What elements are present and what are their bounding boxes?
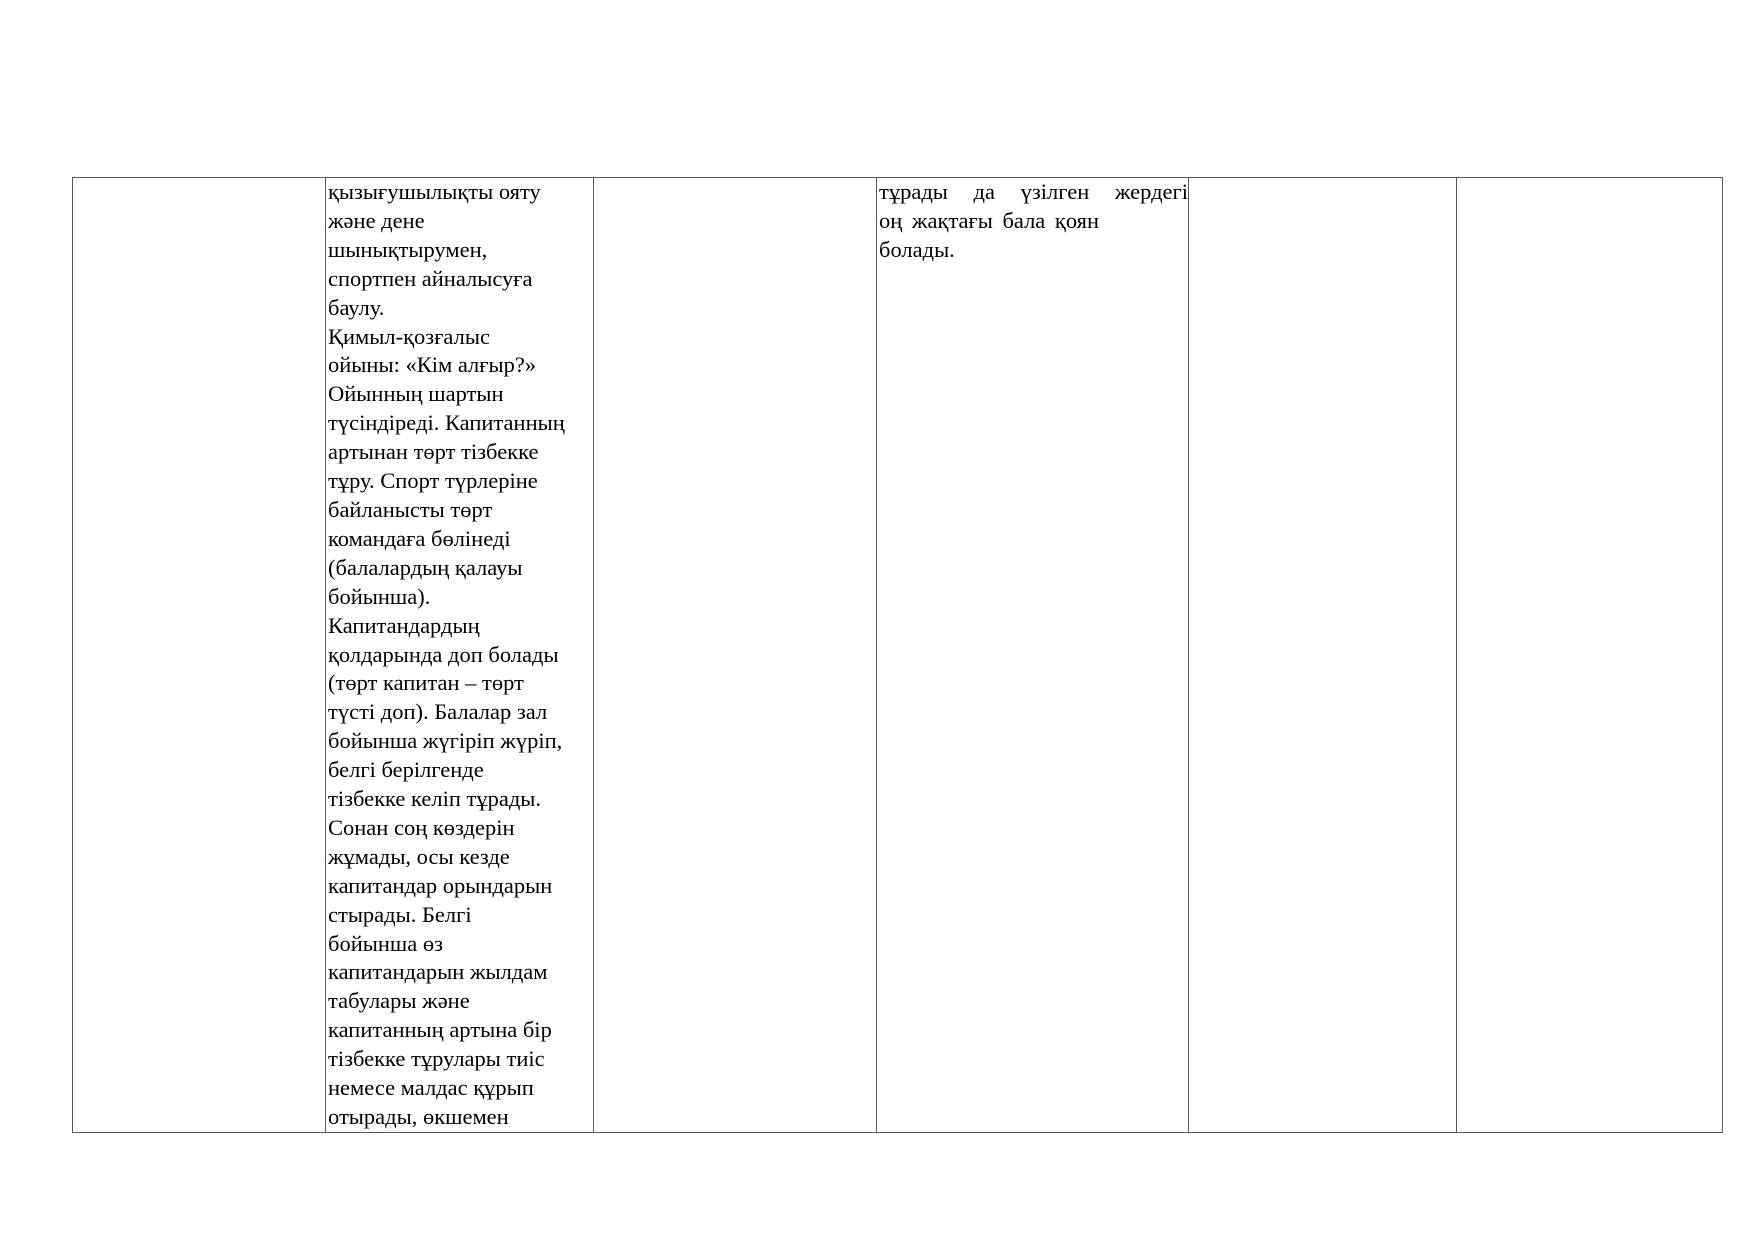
text-line: бойынша өз — [328, 930, 443, 956]
text-line: түсіндіреді. Капитанның — [328, 410, 565, 436]
text-line: тұру. Спорт түрлеріне — [328, 468, 538, 494]
text-line: Ойынның шартын — [328, 381, 504, 407]
text-line: жұмады, осы кезде — [328, 843, 510, 869]
cell-text-col4 — [879, 178, 1188, 265]
text-line: (балалардың қалауы — [328, 554, 523, 580]
text-line: командаға бөлінеді — [328, 525, 511, 551]
table-cell-col5 — [1189, 178, 1457, 1133]
text-line: бойынша). — [328, 583, 431, 609]
text-line: стырады. Белгі — [328, 901, 472, 927]
text-line: (төрт капитан – төрт — [328, 670, 524, 696]
lesson-plan-table — [72, 177, 1723, 1133]
table-cell-col6 — [1457, 178, 1723, 1133]
text-line: Сонан соң көздерін — [328, 814, 515, 840]
text-line: спортпен айналысуға — [328, 265, 533, 291]
text-line: капитандарын жылдам — [328, 959, 548, 985]
text-line: болады. — [879, 236, 955, 262]
text-line: отырады, өкшемен — [328, 1104, 509, 1129]
table-cell-col3 — [594, 178, 877, 1133]
cell-text-col2 — [328, 178, 593, 1132]
text-line: бойынша жүгіріп жүріп, — [328, 728, 563, 754]
text-line: тізбекке келіп тұрады. — [328, 786, 542, 812]
text-line: қызығушылықты ояту — [328, 179, 541, 204]
text-line: баулу. — [328, 294, 385, 320]
text-line: артынан төрт тізбекке — [328, 439, 539, 465]
text-line: тұрады да үзілген жердегі — [879, 179, 1188, 204]
text-line: оң жақтағы бала қоян — [879, 207, 1100, 233]
table-cell-col4 — [877, 178, 1189, 1133]
text-line: ойыны: «Кім алғыр?» — [328, 352, 537, 378]
text-line: немесе малдас құрып — [328, 1075, 534, 1101]
text-line: капитандар орындарын — [328, 872, 553, 898]
text-line: шынықтырумен, — [328, 236, 488, 262]
text-line: және дене — [328, 207, 425, 233]
table-row — [73, 178, 1723, 1133]
text-line: түсті доп). Балалар зал — [328, 699, 548, 725]
text-line: Капитандардың — [328, 612, 480, 638]
text-line: қолдарында доп болады — [328, 641, 559, 667]
text-line: Қимыл-қозғалыс — [328, 323, 490, 349]
text-line: табулары және — [328, 988, 470, 1014]
text-line: капитанның артына бір — [328, 1017, 552, 1043]
text-line: тізбекке тұрулары тиіс — [328, 1046, 545, 1072]
text-line: белгі берілгенде — [328, 757, 484, 783]
table-cell-col2 — [326, 178, 594, 1133]
table-cell-col1 — [73, 178, 326, 1133]
text-line: байланысты төрт — [328, 496, 493, 522]
